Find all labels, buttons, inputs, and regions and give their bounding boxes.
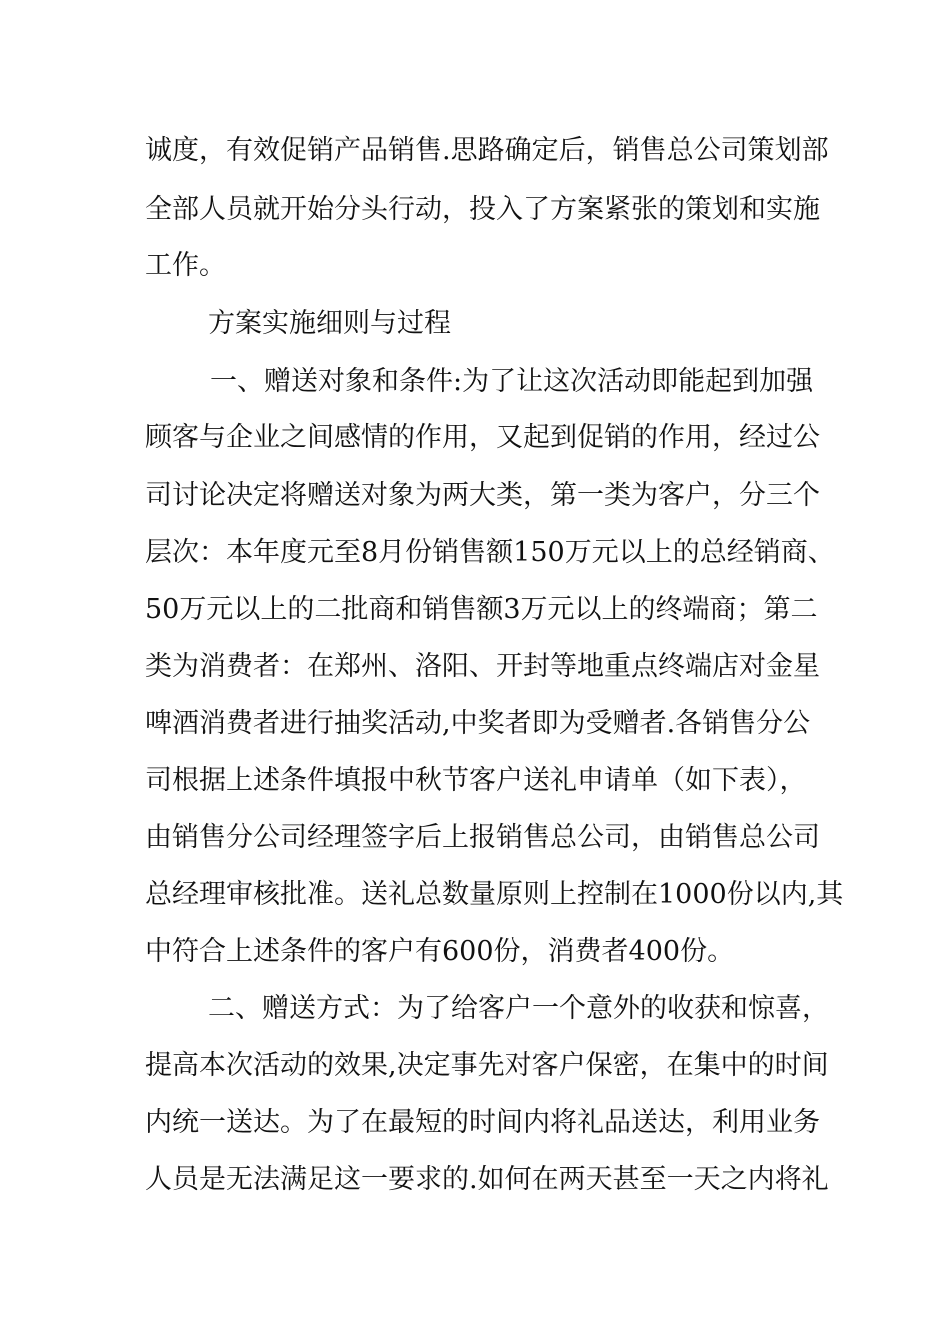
body-text-line: 中符合上述条件的客户有600份，消费者400份。 — [145, 936, 735, 967]
body-text-line: 司讨论决定将赠送对象为两大类，第一类为客户，分三个 — [145, 480, 820, 511]
body-text-line: 司根据上述条件填报中秋节客户送礼申请单（如下表）， — [145, 765, 807, 796]
body-text-line: 二、赠送方式：为了给客户一个意外的收获和惊喜， — [208, 993, 829, 1024]
body-text-line: 工作。 — [145, 250, 226, 281]
body-text-line: 层次：本年度元至8月份销售额150万元以上的总经销商、 — [145, 537, 835, 568]
body-text-line: 啤酒消费者进行抽奖活动,中奖者即为受赠者.各销售分公 — [145, 708, 811, 739]
body-text-line: 内统一送达。为了在最短的时间内将礼品送达，利用业务 — [145, 1107, 820, 1138]
body-text-line: 提高本次活动的效果,决定事先对客户保密，在集中的时间 — [145, 1050, 829, 1081]
body-text-line: 顾客与企业之间感情的作用，又起到促销的作用，经过公 — [145, 422, 820, 453]
body-text-line: 类为消费者：在郑州、洛阳、开封等地重点终端店对金星 — [145, 651, 820, 682]
body-text-line: 50万元以上的二批商和销售额3万元以上的终端商；第二 — [145, 594, 818, 625]
section-heading: 方案实施细则与过程 — [208, 308, 451, 339]
body-text-line: 总经理审核批准。送礼总数量原则上控制在1000份以内,其 — [145, 879, 844, 910]
body-text-line: 由销售分公司经理签字后上报销售总公司，由销售总公司 — [145, 822, 820, 853]
body-text-line: 诚度，有效促销产品销售.思路确定后，销售总公司策划部 — [145, 135, 829, 166]
body-text-line: 全部人员就开始分头行动，投入了方案紧张的策划和实施 — [145, 194, 820, 225]
body-text-line: 人员是无法满足这一要求的.如何在两天甚至一天之内将礼 — [145, 1164, 829, 1195]
body-text-line: 一、赠送对象和条件:为了让这次活动即能起到加强 — [210, 366, 814, 397]
